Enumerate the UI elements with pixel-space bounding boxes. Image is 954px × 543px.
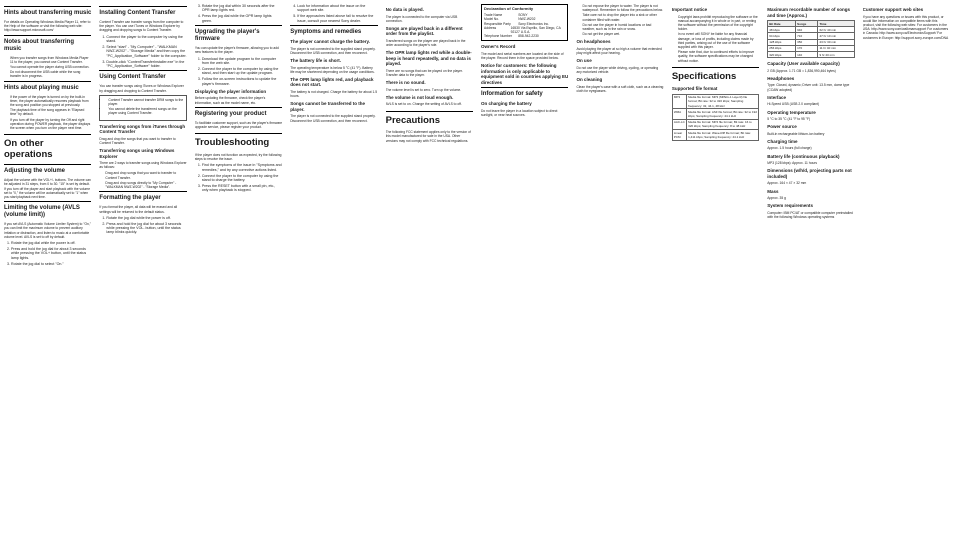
list-item: • Content Transfer cannot transfer DRM songs to the player. — [108, 98, 183, 106]
step-item: 1. Download the update program to the computer from the web site. — [202, 57, 282, 66]
temperature-heading: Operating temperature — [767, 109, 816, 115]
installing-text: Content Transfer can transfer songs from the computer to the player. You can use iTunes or Windows Explorer by dragging and dropping songs to Content Transfer. — [99, 20, 184, 33]
table-cell: 128 kbps — [768, 39, 796, 45]
step-item: 3. Rotate the jog dial to select "On." — [11, 262, 91, 266]
list-item: • Drag and drop songs directly to "My Computer" - "WALKMAN NWZ-W202" - "Storage Media". — [105, 181, 186, 189]
formatting-heading: Formatting the player — [99, 191, 186, 202]
decl-key: Responsible Party — [484, 21, 511, 26]
column-4 — [290, 4, 377, 543]
table-cell: 350 — [796, 39, 818, 45]
interface-text: Hi-Speed USB (USB 2.0 compliant) — [767, 102, 820, 107]
cleaning-heading: On cleaning — [576, 77, 603, 83]
step-item: 2. Press and hold the jog dial for about 3 seconds while pressing the VOL+ button, until the status lamp lights. — [11, 247, 91, 260]
table-cell: 940 — [796, 27, 818, 33]
list-item: • You cannot delete the transferred songs on the player using Content Transfer. — [108, 107, 183, 115]
table-row — [672, 94, 758, 109]
limiting-volume-steps — [4, 241, 91, 266]
format-detail: Media file format: MP4 file format; Bit rate: 16 to 320 kbps; Sampling frequency: 8 to 48 kHz — [687, 119, 759, 129]
explorer-transfer-heading: Transferring songs using Windows Explorer — [99, 148, 175, 159]
upgrading-text: You can update the player's firmware, allowing you to add new features to the player. — [194, 46, 279, 55]
decl-value: 858-942-2230 — [518, 34, 539, 39]
step-item: 1. Rotate the jog dial while the power is off. — [11, 241, 91, 245]
format-detail: Media file format: MP3 (MPEG-1 Layer3) file format; Bit rate: 32 to 320 kbps; Sampling frequency: 32, 44.1, 48 kHz — [687, 94, 759, 109]
battery-heading: Battery life (continuous playback) — [767, 153, 840, 159]
registering-heading: Registering your product — [195, 107, 282, 118]
step-item: 1. Find the symptoms of the issue in "Symptoms and remedies," and try any corrective actions listed. — [202, 163, 282, 172]
symptom-question: Songs cannot be transferred to the player. — [290, 101, 365, 112]
column-2 — [99, 4, 186, 543]
table-row — [672, 109, 758, 119]
table-cell: 320 kbps — [768, 52, 796, 58]
column-6 — [481, 4, 568, 543]
system-requirements-heading: System requirements — [767, 203, 814, 209]
table-cell: 23 hr 30 min — [818, 39, 854, 45]
decl-key: Trade Name — [484, 13, 503, 18]
use-text: Do not use the player while driving, cycling, or operating any motorized vehicle. — [576, 65, 659, 75]
list-item: • The playback time of the song appears in "Elapsed time" by default. — [10, 108, 91, 116]
symptom-question: The volume is not loud enough. — [385, 94, 454, 100]
declaration-box — [481, 4, 568, 41]
cleaning-text: Clean the player's case with a soft cloth, such as a cleaning cloth for eyeglasses. — [576, 84, 664, 93]
formats-table — [672, 94, 759, 141]
owner-record-text: The model and serial numbers are located on the side of the player. Record them in the space provided below. — [481, 51, 564, 61]
step-item: 4. Look for information about the issue on the support web site. — [297, 4, 377, 13]
symptom-question: No data is played. — [385, 7, 424, 12]
declaration-row — [484, 34, 565, 38]
decl-value: 16530 Via Esprillo, San Diego, CA 92127 U.S.A. — [510, 25, 561, 35]
step-item: 3. Rotate the jog dial within 30 seconds after the OPR lamp lights red. — [202, 4, 282, 13]
notes-box — [99, 95, 186, 121]
symptom-answer: The operating temperature is below 5 °C (41 °F). Battery life may be shortened depending on the usage conditions. — [290, 65, 375, 74]
table-cell: 710 — [796, 33, 818, 39]
troubleshooting-heading: Troubleshooting — [195, 133, 282, 149]
support-sites-heading: Customer support web sites — [862, 7, 924, 12]
power-text: Built-in rechargeable lithium-ion battery — [767, 131, 825, 136]
other-operations-heading: On other operations — [4, 134, 91, 160]
formatting-steps — [99, 216, 186, 235]
list-item: • Do not expose the player to water. The player is not waterproof. Remember to follow the precautions below. — [582, 4, 663, 12]
declaration-heading: Declaration of Conformity — [484, 6, 534, 11]
explorer-transfer-text: There are 2 ways to transfer songs using Windows Explorer as follows: — [99, 161, 187, 170]
displaying-info-heading: Displaying the player information — [194, 88, 267, 94]
supported-formats-heading: Supported file format — [671, 86, 718, 92]
installing-heading: Installing Content Transfer — [99, 6, 186, 17]
itunes-transfer-text: Drag and drop the songs that you want to transfer to Content Transfer. — [99, 136, 176, 145]
list-item: • If the power of the player is turned on by the built-in timer, the player automatically resumes playback from the song and position you stopped at previously. — [10, 95, 91, 108]
list-item: • You cannot operate the player during USB connection. — [10, 65, 91, 69]
symptom-answer: The player is connected to the computer via USB connection. — [385, 14, 458, 23]
column-7 — [576, 4, 663, 543]
hints-playback-heading: Hints about playing music — [4, 81, 91, 92]
use-heading: On use — [576, 58, 592, 64]
list-item: • If you turn off the player by turning the Off and right operation during POWER playback, the player displays the screen when you turn on the player next time. — [10, 118, 91, 131]
step-item: 5. If the approaches listed above fail to resolve the issue, consult your nearest Sony dealer. — [297, 14, 377, 23]
table-header: Time — [818, 21, 854, 27]
step-item: 1. Rotate the jog dial while the power is off. — [106, 216, 186, 220]
eu-notice-heading: Notice for customers: the following information is only applicable to equipment sold in countries applying EU directives — [481, 63, 569, 85]
step-item: 3. Double-click "ContentTransferInstaller.exe" in the "PC_Application_Software" folder. — [106, 60, 186, 69]
adjusting-volume-heading: Adjusting the volume — [4, 164, 91, 175]
owner-record-heading: Owner's Record — [481, 44, 516, 50]
upgrading-steps — [195, 57, 282, 86]
table-header: Songs — [796, 21, 818, 27]
temperature-text: 5 °C to 35 °C (41 °F to 95 °F) — [767, 117, 811, 122]
limiting-volume-heading: Limiting the volume (AVLS (volume limit)) — [4, 201, 91, 219]
notes-transfer-list — [4, 56, 91, 79]
troubleshooting-steps-continued — [290, 4, 377, 23]
system-requirements-text: Computer: IBM PC/AT or compatible computer preinstalled with the following Windows operating systems — [767, 210, 853, 219]
format-name: WMA — [672, 109, 686, 119]
safety-list — [576, 4, 663, 36]
format-detail: Media file format: ASF file format; Bit rate: 32 to 192 kbps; Sampling frequency: 44.1 kHz — [688, 109, 758, 119]
mass-heading: Mass — [767, 188, 779, 194]
charging-text: Approx. 1.5 hours (full charge) — [767, 146, 812, 151]
installing-steps — [99, 35, 186, 69]
headphones-heading: On headphones — [576, 39, 611, 45]
specifications-heading: Specifications — [672, 67, 759, 83]
step-item: 1. Connect the player to the computer by using the stand. — [106, 35, 186, 44]
table-row — [672, 130, 758, 140]
table-cell: 62 hr 40 min — [818, 27, 854, 33]
table-cell: 47 hr 10 min — [818, 33, 854, 39]
table-cell: 140 — [796, 52, 818, 58]
list-item: • Do not use the player in humid locations or bad weather, such as in the rain or snow. — [582, 23, 663, 31]
safety-text: Do not leave the player in a location subject to direct sunlight, or near heat sources. — [481, 108, 558, 118]
declaration-row — [484, 26, 565, 34]
format-name: MP3 — [672, 94, 686, 109]
dimensions-text: Approx. 164 × 47 × 32 mm — [767, 181, 807, 186]
column-1 — [4, 4, 91, 543]
hints-transfer-text: For details on Operating Windows Media Player 11, refer to the Help of the software or visit the following web site: http://www.support.microsoft.com/ — [4, 20, 91, 33]
precautions-text: The following FCC statement applies only to the version of this model manufactured for sale in the USA. Other versions may not comply with FCC technical regulations. — [385, 130, 471, 143]
interface-heading: Interface — [767, 94, 787, 100]
capacity-heading: Capacity (User available capacity) — [767, 61, 840, 67]
format-detail: Media file format: Wave-Riff file format; Bit rate: 1,411 kbps; Sampling frequency: 44.1 kHz — [687, 130, 759, 140]
column-9 — [767, 4, 854, 543]
format-name: Linear PCM — [672, 130, 686, 140]
charging-heading: Charging time — [767, 138, 798, 144]
step-item: 3. Press the RESET button with a small pin, etc., only when playback is stopped. — [202, 184, 282, 193]
power-heading: Power source — [767, 124, 797, 130]
list-item: • Copyright laws prohibit reproducing the software or the manual accompanying it in whole or in part, or renting the software without the permission of the copyright holder. — [678, 15, 759, 32]
symptom-answer: AVLS is set to on. Change the setting of AVLS to off. — [385, 102, 462, 107]
table-cell: 170 — [796, 45, 818, 51]
support-sites-text: If you have any questions or issues with this product, or would like information on compatible items with this product, visit the following web sites: For customers in the USA: http://www.sony.com/walkmansupport For customers in Canada: http://www.sony.ca/ElectronicsSupport/ For customers in Europe: http://support.sony-europe.com/DNA — [862, 14, 949, 40]
dimensions-heading: Dimensions (w/h/d, projecting parts not included) — [767, 168, 852, 179]
table-cell: 11 hr 40 min — [818, 45, 854, 51]
list-item: • Do not get the player wet. — [582, 32, 663, 36]
registering-text: To facilitate customer support, such as the player's firmware upgrade service, please register your product. — [194, 120, 283, 130]
step-item: 2. Press and hold the jog dial for about 3 seconds while pressing the VOL- button, until the status lamp blinks quickly. — [106, 222, 186, 235]
list-item: • Drag and drop songs that you want to transfer to Content Transfer. — [105, 171, 186, 179]
symptoms-heading: Symptoms and remedies — [290, 25, 377, 36]
itunes-transfer-heading: Transferring songs from iTunes through Content Transfer — [99, 123, 186, 135]
battery-text: MP3 (128 kbps): Approx. 11 hours — [767, 161, 818, 166]
headphones-spec-text: Type: Closed, dynamic; Driver unit: 13.5 mm, dome type (CCAW adopted) — [767, 83, 850, 92]
symptom-answer: Transferred songs on the player are played back in the order according to the player's rule. — [385, 38, 466, 48]
table-header: Bit Rate — [768, 21, 796, 27]
table-row — [672, 119, 758, 129]
column-10 — [863, 4, 950, 543]
symptom-answer: The player is not connected to the supplied stand properly. Disconnect the USB connection, and then reconnect. — [290, 114, 376, 123]
important-notice-heading: Important notice — [671, 7, 708, 12]
notes-list — [102, 98, 183, 116]
symptom-question: There is no sound. — [385, 80, 426, 86]
table-cell: 64 kbps — [768, 33, 796, 39]
using-content-transfer-text: You can transfer songs using iTunes or Windows Explorer by dragging and dropping to Content Transfer. — [99, 84, 184, 93]
displaying-info-text: Before updating the firmware, check the player's information, such as the model name, etc. — [194, 96, 266, 105]
symptom-answer: The battery is not charged. Charge the battery for about 1.5 hours. — [290, 89, 378, 99]
decl-value: NWZ-W202 — [518, 17, 536, 22]
table-cell: 256 kbps — [768, 45, 796, 51]
list-item: • Take care not to drop the player into a sink or other container filled with water. — [582, 13, 663, 21]
symptom-answer: There are no songs that can be played on the player. Transfer data to the player. — [385, 68, 463, 78]
notes-transfer-heading: Notes about transferring music — [4, 35, 91, 53]
symptom-answer: The player is not connected to the supplied stand properly. Disconnect the USB connection, and then reconnect. — [290, 46, 376, 55]
max-songs-table — [767, 20, 854, 58]
step-item: 3. Follow the on-screen instructions to update the player's firmware. — [202, 77, 282, 86]
headphones-spec-heading: Headphones — [767, 75, 795, 81]
troubleshooting-text: If the player does not function as expected, try the following steps to resolve the issue. — [194, 152, 282, 161]
troubleshooting-steps — [195, 163, 282, 192]
column-3 — [195, 4, 282, 543]
decl-value: SONY — [518, 13, 528, 18]
adjusting-volume-text: Adjust the volume with the VOL+/- buttons. The volume can be adjusted in 31 steps, from 0 to 30. "15" is set by default. If you turn off the player and start playback with the volume set to "0," the volume will be automatically set to "1" when you start playback next time. — [4, 178, 91, 200]
table-cell: 48 kbps — [768, 27, 796, 33]
symptom-question: The battery life is short. — [290, 58, 341, 64]
mass-text: Approx. 35 g — [767, 196, 786, 201]
headphones-text: Avoid playing the player at so high a volume that extended play might affect your hearing. — [576, 46, 662, 56]
safety-subheading: On charging the battery — [481, 101, 532, 107]
capacity-text: 2 GB (Approx. 1.71 GB = 1,836,990,464 bytes) — [767, 68, 836, 73]
table-row — [768, 52, 854, 58]
column-8 — [672, 4, 759, 543]
list-item: • In no event will SONY be liable for any financial damage, or loss of profits, including claims made by third parties, arising out of the use of the software supplied with this player. — [678, 32, 759, 49]
notice-list — [672, 15, 759, 63]
hints-playback-list — [4, 95, 91, 131]
list-item: • When you transfer songs from Windows Media Player 11 to the player, you cannot use Content Transfer. — [10, 56, 91, 64]
step-item: 2. Connect the player to the computer by using the stand, and then start up the update program. — [202, 67, 282, 76]
symptom-question: The OPR lamp lights red, and playback does not start. — [290, 76, 374, 88]
explorer-transfer-list — [99, 171, 186, 189]
formatting-steps-continued — [195, 4, 282, 23]
symptom-answer: The volume level is set to zero. Turn up the volume. — [385, 87, 462, 92]
precautions-heading: Precautions — [386, 111, 473, 127]
symptom-question: The player cannot charge the battery. — [290, 39, 370, 45]
decl-value: Sony Electronics Inc. — [518, 21, 550, 26]
step-item: 4. Press the jog dial while the OPR lamp lights green. — [202, 14, 282, 23]
step-item: 2. Select "start" - "My Computer" - "WALKMAN NWZ-W202" - "Storage Media" and then copy the "PC_Application_Software" folder to the computer. — [106, 45, 186, 58]
format-name: AAC-LC — [672, 119, 686, 129]
symptom-question: Songs are played back in a different order from the playlist. — [385, 25, 463, 37]
using-content-transfer-heading: Using Content Transfer — [99, 70, 186, 81]
symptom-question: The OPR lamp lights red while a double-beep is heard repeatedly, and no data is played. — [385, 50, 472, 67]
list-item: • Do not disconnect the USB cable while the song transfer is in progress. — [10, 70, 91, 78]
list-item: • Please note that, due to continued efforts to improve quality, the software specifications may be changed without notice. — [678, 50, 759, 63]
decl-key: Telephone Number — [484, 34, 512, 39]
step-item: 2. Connect the player to the computer by using the stand to charge the battery. — [202, 174, 282, 183]
max-songs-heading: Maximum recordable number of songs and time (Approx.) — [767, 7, 851, 18]
upgrading-heading: Upgrading the player's firmware — [195, 25, 282, 43]
decl-key: Model No. — [484, 17, 500, 22]
hints-transfer-heading: Hints about transferring music — [4, 6, 91, 17]
limiting-volume-text: If you set AVLS (Automatic Volume Limiter System) to "On," you can limit the maximum volume to prevent auditory irritation or distraction, and listen to music at a comfortable volume level. AVLS is set to off by default. — [4, 222, 91, 239]
decl-key: Address — [484, 25, 497, 30]
formatting-text: If you format the player, all data will be erased and all settings will be returned to the default status. — [99, 205, 178, 214]
safety-heading: Information for safety — [481, 87, 568, 98]
column-5 — [386, 4, 473, 543]
table-cell: 9 hr 20 min — [818, 52, 854, 58]
